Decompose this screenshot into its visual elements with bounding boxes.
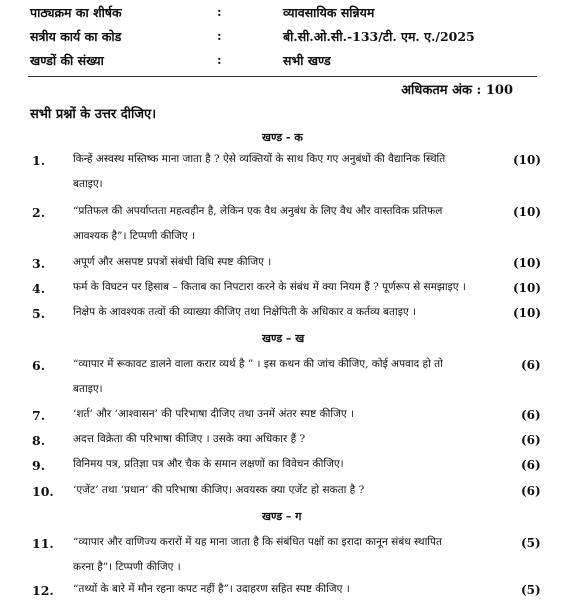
assignment-code-colon: : (217, 28, 222, 43)
question-text: “व्यापार में रूकावट डालने वाला करार व्यर्थ है ” । इस कथन की जांच कीजिए, कोई अपवाद हो तो बताइए। (73, 358, 443, 395)
assignment-code-value: बी.सी.ओ.सी.-133/टी. एम. ए./2025 (283, 29, 475, 44)
question-marks: (10) (513, 281, 542, 295)
question-marks: (10) (513, 153, 542, 167)
header-divider (28, 76, 537, 77)
question-number: 1. (32, 153, 46, 168)
question-text: ‘एजेंट’ तथा ‘प्रधान’ की परिभाषा कीजिए। अवयस्क क्या एजेंट हो सकता है ? (73, 484, 365, 496)
question-text: विनिमय पत्र, प्रतिज्ञा पत्र और चैक के समान लक्षणों का विवेचन कीजिए। (73, 458, 344, 470)
question-marks: (5) (521, 583, 541, 597)
question-marks: (6) (521, 358, 541, 372)
question-marks: (6) (521, 433, 541, 447)
question-marks: (6) (521, 408, 541, 422)
question-marks: (5) (521, 536, 541, 550)
question-text: अपूर्ण और असपष्ट प्रपत्रों संबंधी विधि स्पष्ट कीजिए । (73, 256, 272, 268)
course-title-colon: : (217, 4, 222, 19)
instruction: सभी प्रश्नों के उत्तर दीजिए। (30, 107, 157, 122)
question-marks: (10) (513, 306, 542, 320)
max-marks: अधिकतम अंक : 100 (401, 83, 513, 98)
question-marks: (6) (521, 484, 541, 498)
section-heading-a: खण्ड - क (262, 131, 303, 144)
question-number: 9. (32, 458, 46, 473)
question-text: “प्रतिफल की अपर्याप्तता महत्वहीन है, लेकिन एक वैध अनुबंध के लिए वैध और वास्तविक प्रतिफल आवश्यक है”। टिप्पणी कीजिए । (73, 205, 443, 242)
blocks-count-value: सभी खण्ड (283, 53, 331, 68)
question-text: “व्यापार और वाणिज्य करारों में यह माना जाता है कि संबंधित पक्षों का इरादा कानून संबंध स्थापित करना है”। टिप्पणी कीजिए । (73, 536, 442, 573)
question-number: 6. (32, 358, 46, 373)
blocks-count-colon: : (217, 52, 222, 67)
question-text: किन्हें अस्वस्थ मस्तिष्क माना जाता है ? ऐसे व्यक्तियों के साथ किए गए अनुबंधों की वैद्यानिक स्थिति बताइए। (73, 153, 446, 190)
question-number: 10. (32, 484, 54, 499)
question-marks: (10) (513, 205, 542, 219)
course-title-value: व्यावसायिक सन्नियम (283, 5, 375, 20)
question-number: 2. (32, 205, 46, 220)
question-text: निक्षेप के आवश्यक तत्वों की व्याख्या कीजिए तथा निक्षेपिती के अधिकार व कर्तव्य बताइए । (73, 306, 417, 318)
question-number: 4. (32, 281, 46, 296)
assignment-code-label: सत्रीय कार्य का कोड (30, 29, 122, 44)
course-title-label: पाठ्यक्रम का शीर्षक (30, 5, 122, 20)
blocks-count-label: खण्डों की संख्या (30, 53, 104, 68)
question-number: 7. (32, 408, 46, 423)
question-number: 5. (32, 306, 46, 321)
question-number: 11. (32, 536, 54, 551)
question-number: 8. (32, 433, 46, 448)
question-number: 3. (32, 256, 46, 271)
question-text: अदत्त विक्रेता की परिभाषा कीजिए । उसके क्या अधिकार हैं ? (73, 433, 306, 445)
question-number: 12. (32, 583, 54, 598)
question-marks: (6) (521, 458, 541, 472)
section-heading-b: खण्ड – ख (262, 332, 305, 345)
question-marks: (10) (513, 256, 542, 270)
question-text: “तथ्यों के बारे में मौन रहना कपट नहीं है”। उदाहरण सहित स्पष्ट कीजिए । (73, 583, 350, 595)
section-heading-c: खण्ड – ग (262, 510, 302, 523)
question-text: ‘शर्त’ और ‘आश्वासन’ की परिभाषा दीजिए तथा उनमें अंतर स्पष्ट कीजिए । (73, 408, 355, 420)
question-text: फर्म के विघटन पर हिसाब – किताब का निपटारा करने के संबंध में क्या नियम हैं ? पूर्णरूप से समझाइए । (73, 281, 466, 293)
